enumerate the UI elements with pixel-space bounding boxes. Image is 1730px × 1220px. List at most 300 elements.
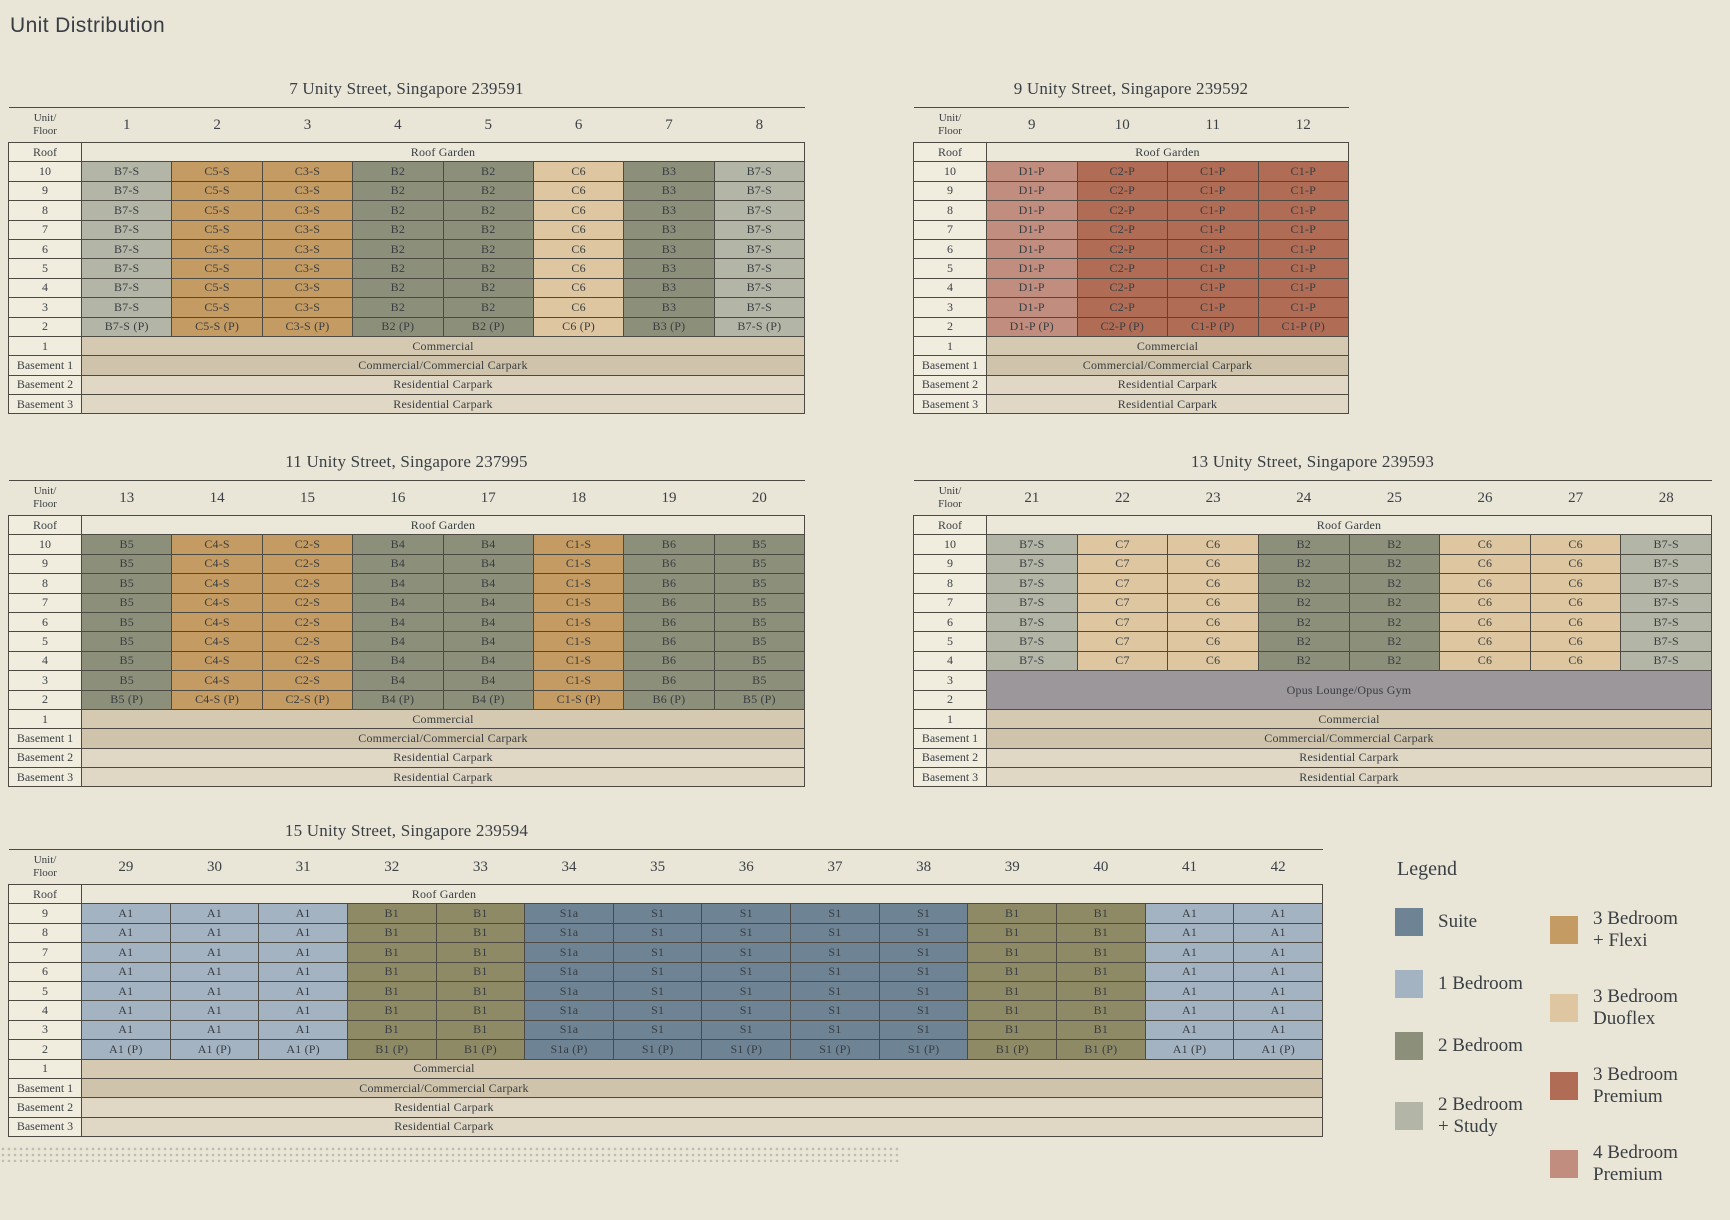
unit-cell: B7-S <box>987 651 1078 670</box>
unit-cell: C3-S <box>262 181 352 200</box>
unit-cell: C5-S <box>172 239 262 258</box>
corner-line-2: Floor <box>33 125 57 137</box>
unit-cell: C2-S <box>262 554 352 573</box>
unit-cell: S1 (P) <box>791 1040 880 1059</box>
unit-cell: C7 <box>1077 651 1168 670</box>
floor-label: 6 <box>914 612 987 631</box>
table-header <box>914 481 1712 516</box>
unit-cell: C4-S (P) <box>172 690 262 709</box>
unit-number-header: 26 <box>1440 481 1531 516</box>
unit-cell: B1 <box>968 1001 1057 1020</box>
legend-label-line: Premium <box>1593 1164 1663 1186</box>
corner-line-1: Unit/ <box>938 484 962 497</box>
unit-number-header: 17 <box>443 481 533 516</box>
unit-cell: S1 <box>613 943 702 962</box>
unit-cell: B7-S <box>82 278 172 297</box>
floor-label: 4 <box>914 278 987 297</box>
unit-cell: B4 <box>353 612 443 631</box>
unit-cell: B7-S <box>714 220 804 239</box>
legend-column <box>1395 908 1550 1220</box>
unit-cell: A1 <box>82 1001 171 1020</box>
unit-cell: C1-P <box>1168 162 1259 181</box>
header-row <box>9 108 805 143</box>
unit-cell: B5 <box>714 593 804 612</box>
unit-cell: C6 <box>1440 612 1531 631</box>
floor-label: 9 <box>9 181 82 200</box>
floor-row <box>914 612 1712 631</box>
floor-label: 5 <box>914 259 987 278</box>
unit-cell: A1 <box>259 943 348 962</box>
unit-cell: S1 <box>791 1001 880 1020</box>
band-label: Commercial/Commercial Carpark <box>1264 730 1434 745</box>
unit-cell: B7-S <box>82 181 172 200</box>
unit-cell: B7-S <box>1621 612 1712 631</box>
unit-cell: A1 <box>1145 923 1234 942</box>
floor-row <box>914 220 1349 239</box>
band-cell-residential_carpark <box>82 375 805 394</box>
unit-cell: B1 (P) <box>436 1040 525 1059</box>
floor-label: Basement 2 <box>9 1098 82 1117</box>
unit-number-header: 15 <box>262 481 352 516</box>
unit-cell: C1-S (P) <box>533 690 623 709</box>
unit-cell: B7-S <box>987 535 1078 554</box>
band-label: Roof Garden <box>410 517 476 532</box>
building-section-11-unity-street <box>8 443 805 787</box>
unit-cell: B4 <box>443 593 533 612</box>
unit-cell: C2-P <box>1077 181 1168 200</box>
unit-cell: B2 <box>353 259 443 278</box>
floor-row <box>9 1078 1323 1097</box>
legend-swatch-bed3_duoflex <box>1550 994 1578 1022</box>
floor-row <box>9 574 805 593</box>
floor-row <box>9 690 805 709</box>
unit-cell: B1 <box>347 981 436 1000</box>
unit-cell: B7-S <box>714 259 804 278</box>
legend-item <box>1395 1032 1550 1060</box>
floor-label: 4 <box>9 278 82 297</box>
unit-cell: B1 <box>1057 943 1146 962</box>
unit-cell: S1 (P) <box>613 1040 702 1059</box>
band-cell-commercial_carpark <box>82 1078 1323 1097</box>
unit-cell: C4-S <box>172 632 262 651</box>
unit-cell: B6 <box>624 671 714 690</box>
band-cell-commercial <box>82 1059 1323 1078</box>
unit-cell: B7-S <box>714 239 804 258</box>
legend-label-line: Duoflex <box>1593 1008 1656 1030</box>
unit-cell: S1 <box>791 962 880 981</box>
floor-label: 8 <box>914 574 987 593</box>
band-label: Roof Garden <box>1316 517 1382 532</box>
unit-cell: B3 <box>624 259 714 278</box>
table-header <box>9 481 805 516</box>
legend-label-line: 3 Bedroom <box>1593 986 1678 1008</box>
unit-cell: C6 <box>533 298 623 317</box>
unit-cell: B7-S <box>1621 632 1712 651</box>
unit-cell: B1 <box>347 962 436 981</box>
building-section-15-unity-street <box>8 812 1323 1137</box>
floor-row <box>914 239 1349 258</box>
floor-label: 4 <box>9 651 82 670</box>
band-label: Commercial <box>412 711 474 726</box>
unit-cell: B7-S <box>1621 651 1712 670</box>
unit-cell: C2-P <box>1077 259 1168 278</box>
unit-cell: S1a <box>525 962 614 981</box>
unit-cell: C6 <box>1440 651 1531 670</box>
band-cell-commercial <box>987 709 1712 728</box>
unit-cell: C7 <box>1077 593 1168 612</box>
unit-distribution-table <box>913 107 1349 414</box>
band-cell-roof_garden <box>987 516 1712 535</box>
unit-cell: B7-S <box>987 612 1078 631</box>
floor-label: 10 <box>914 535 987 554</box>
unit-cell: B2 <box>443 181 533 200</box>
unit-cell: S1 <box>879 1020 968 1039</box>
unit-cell: C6 <box>1530 632 1621 651</box>
table-header <box>9 108 805 143</box>
unit-cell: B7-S <box>987 574 1078 593</box>
legend-item-label <box>1593 908 1678 952</box>
unit-number-header: 32 <box>347 850 436 885</box>
unit-number-header: 10 <box>1077 108 1168 143</box>
unit-cell: C6 <box>1168 554 1259 573</box>
unit-cell: C6 <box>533 278 623 297</box>
unit-cell: C7 <box>1077 574 1168 593</box>
unit-cell: B4 <box>443 554 533 573</box>
floor-label: 8 <box>9 201 82 220</box>
unit-floor-corner-label <box>9 108 82 143</box>
unit-cell: C6 <box>533 239 623 258</box>
unit-cell: C1-P (P) <box>1168 317 1259 336</box>
floor-row <box>914 317 1349 336</box>
unit-cell: S1 <box>791 943 880 962</box>
unit-cell: B4 <box>443 651 533 670</box>
unit-cell: B6 <box>624 554 714 573</box>
legend-label-line: 4 Bedroom <box>1593 1142 1678 1164</box>
unit-cell: B6 (P) <box>624 690 714 709</box>
unit-cell: C4-S <box>172 612 262 631</box>
floor-row <box>9 298 805 317</box>
unit-cell: B3 <box>624 220 714 239</box>
band-cell-residential_carpark <box>987 395 1349 414</box>
band-cell-commercial_carpark <box>987 729 1712 748</box>
floor-label: 6 <box>9 962 82 981</box>
floor-label: 4 <box>9 1001 82 1020</box>
band-label: Residential Carpark <box>393 377 493 392</box>
building-title: 9 Unity Street, Singapore 239592 <box>1013 79 1249 98</box>
unit-cell: A1 <box>1145 962 1234 981</box>
unit-cell: B1 <box>347 923 436 942</box>
unit-cell: B2 <box>353 201 443 220</box>
unit-cell: B1 <box>1057 923 1146 942</box>
band-label: Roof Garden <box>411 886 477 901</box>
unit-cell: C4-S <box>172 593 262 612</box>
unit-cell: B5 <box>82 612 172 631</box>
legend-item <box>1550 908 1678 952</box>
unit-cell: B2 (P) <box>353 317 443 336</box>
floor-label: 5 <box>914 632 987 651</box>
floor-row <box>9 317 805 336</box>
unit-cell: A1 <box>1234 981 1323 1000</box>
unit-cell: C6 <box>1168 574 1259 593</box>
floor-row <box>914 593 1712 612</box>
unit-cell: C2-P <box>1077 278 1168 297</box>
legend-label-line: + Study <box>1438 1116 1498 1138</box>
floor-label: 7 <box>9 593 82 612</box>
unit-cell: B7-S <box>82 162 172 181</box>
floor-row <box>914 671 1712 690</box>
unit-cell: C1-S <box>533 535 623 554</box>
unit-cell: B1 <box>968 904 1057 923</box>
unit-cell: S1 <box>879 981 968 1000</box>
band-cell-commercial_carpark <box>987 356 1349 375</box>
unit-cell: B6 <box>624 535 714 554</box>
unit-cell: C2-S <box>262 632 352 651</box>
unit-cell: S1 <box>791 981 880 1000</box>
legend-columns <box>1395 908 1678 1220</box>
unit-cell: S1 <box>879 1001 968 1020</box>
floor-label: 9 <box>9 554 82 573</box>
floor-row <box>914 768 1712 787</box>
floor-row <box>9 1001 1323 1020</box>
unit-cell: B1 <box>1057 1020 1146 1039</box>
floor-label: 10 <box>9 535 82 554</box>
unit-cell: B5 <box>714 632 804 651</box>
floor-row <box>9 336 805 355</box>
page-title: Unit Distribution <box>10 14 166 37</box>
unit-cell: B5 (P) <box>714 690 804 709</box>
unit-number-header: 35 <box>613 850 702 885</box>
floor-row <box>9 535 805 554</box>
unit-cell: C1-S <box>533 632 623 651</box>
unit-cell: B4 <box>443 535 533 554</box>
unit-cell: C1-P <box>1168 298 1259 317</box>
floor-label: 2 <box>9 1040 82 1059</box>
unit-cell: B1 <box>968 962 1057 981</box>
unit-number-header: 34 <box>525 850 614 885</box>
unit-cell: S1 <box>702 904 791 923</box>
floor-row <box>9 162 805 181</box>
unit-number-header: 30 <box>170 850 259 885</box>
unit-cell: A1 <box>170 904 259 923</box>
unit-cell: B3 <box>624 278 714 297</box>
unit-cell: B2 <box>1349 554 1440 573</box>
floor-row <box>914 143 1349 162</box>
unit-cell: B7-S <box>82 298 172 317</box>
band-label: Commercial/Commercial Carpark <box>1082 357 1253 372</box>
floor-label: 3 <box>9 671 82 690</box>
floor-label: 8 <box>9 923 82 942</box>
unit-cell: C6 <box>533 181 623 200</box>
unit-cell: C1-P <box>1168 278 1259 297</box>
band-label: Roof Garden <box>410 144 476 159</box>
unit-cell: B1 <box>347 943 436 962</box>
unit-cell: S1a <box>525 904 614 923</box>
band-label: Opus Lounge/Opus Gym <box>1286 682 1412 697</box>
floor-label: Roof <box>914 516 987 535</box>
floor-row <box>914 201 1349 220</box>
floor-row <box>914 632 1712 651</box>
corner-line-2: Floor <box>33 867 57 879</box>
unit-cell: C3-S <box>262 201 352 220</box>
legend-item-label <box>1593 1142 1678 1186</box>
unit-cell: S1a (P) <box>525 1040 614 1059</box>
floor-row <box>9 259 805 278</box>
corner-line-2: Floor <box>33 498 57 510</box>
building-section-9-unity-street <box>913 70 1349 414</box>
band-cell-roof_garden <box>82 885 1323 904</box>
floor-row <box>9 554 805 573</box>
unit-cell: S1 <box>879 943 968 962</box>
unit-cell: C3-S <box>262 220 352 239</box>
floor-row <box>914 748 1712 767</box>
unit-cell: S1 (P) <box>702 1040 791 1059</box>
unit-cell: C2-S <box>262 535 352 554</box>
floor-row <box>914 162 1349 181</box>
band-cell-residential_carpark <box>82 768 805 787</box>
band-label: Commercial/Commercial Carpark <box>358 730 528 745</box>
unit-cell: B4 (P) <box>353 690 443 709</box>
floor-row <box>914 516 1712 535</box>
unit-cell: B4 <box>443 632 533 651</box>
band-label: Residential Carpark <box>1299 769 1399 784</box>
unit-cell: B2 <box>353 278 443 297</box>
table-header <box>914 108 1349 143</box>
floor-row <box>9 943 1323 962</box>
unit-cell: B4 <box>353 593 443 612</box>
unit-cell: S1a <box>525 1020 614 1039</box>
unit-cell: B2 <box>1349 535 1440 554</box>
unit-cell: A1 <box>170 981 259 1000</box>
unit-cell: A1 <box>1145 943 1234 962</box>
unit-cell: S1 <box>613 904 702 923</box>
unit-cell: B7-S <box>1621 554 1712 573</box>
unit-cell: D1-P <box>987 162 1078 181</box>
floor-label: Basement 1 <box>914 729 987 748</box>
unit-cell: A1 <box>1234 943 1323 962</box>
unit-cell: B7-S <box>1621 535 1712 554</box>
floor-row <box>914 181 1349 200</box>
unit-cell: A1 <box>1234 962 1323 981</box>
unit-cell: B3 (P) <box>624 317 714 336</box>
unit-cell: D1-P (P) <box>987 317 1078 336</box>
unit-cell: A1 <box>259 981 348 1000</box>
unit-cell: A1 <box>1234 904 1323 923</box>
unit-cell: C2-P <box>1077 162 1168 181</box>
floor-row <box>914 729 1712 748</box>
unit-number-header: 31 <box>259 850 348 885</box>
floor-row <box>914 651 1712 670</box>
unit-cell: A1 <box>170 1020 259 1039</box>
band-cell-commercial <box>82 336 805 355</box>
unit-cell: B5 <box>714 671 804 690</box>
unit-cell: C4-S <box>172 651 262 670</box>
floor-label: 9 <box>914 181 987 200</box>
floor-label: 2 <box>9 317 82 336</box>
band-cell-amenity <box>987 671 1712 710</box>
unit-cell: B2 <box>1258 554 1349 573</box>
floor-label: Basement 3 <box>9 395 82 414</box>
unit-number-header: 16 <box>353 481 443 516</box>
unit-cell: C3-S <box>262 298 352 317</box>
floor-row <box>9 981 1323 1000</box>
unit-cell: C1-P <box>1258 162 1349 181</box>
unit-cell: B2 <box>353 298 443 317</box>
unit-cell: S1 (P) <box>879 1040 968 1059</box>
table-header <box>9 850 1323 885</box>
unit-cell: B5 <box>82 554 172 573</box>
floor-row <box>9 239 805 258</box>
unit-cell: S1a <box>525 1001 614 1020</box>
band-cell-residential_carpark <box>82 1117 1323 1136</box>
unit-floor-corner-label <box>9 850 82 885</box>
unit-cell: C6 <box>1530 554 1621 573</box>
unit-number-header: 24 <box>1258 481 1349 516</box>
unit-cell: A1 <box>82 943 171 962</box>
unit-cell: B2 <box>443 201 533 220</box>
unit-number-header: 36 <box>702 850 791 885</box>
unit-cell: D1-P <box>987 181 1078 200</box>
header-row <box>9 481 805 516</box>
unit-cell: A1 <box>259 923 348 942</box>
unit-cell: C6 <box>1530 651 1621 670</box>
unit-cell: C1-P <box>1168 181 1259 200</box>
unit-cell: A1 <box>170 923 259 942</box>
unit-cell: C6 <box>533 220 623 239</box>
unit-cell: C1-P <box>1258 239 1349 258</box>
unit-cell: D1-P <box>987 239 1078 258</box>
unit-cell: S1 <box>702 1001 791 1020</box>
band-label: Commercial/Commercial Carpark <box>359 1080 529 1095</box>
unit-number-header: 29 <box>82 850 171 885</box>
band-label: Commercial <box>1136 338 1199 353</box>
floor-label: 10 <box>914 162 987 181</box>
floor-row <box>914 375 1349 394</box>
building-section-7-unity-street <box>8 70 805 414</box>
unit-cell: B1 <box>436 923 525 942</box>
table-body <box>914 143 1349 414</box>
unit-floor-corner-label <box>914 108 987 143</box>
unit-cell: S1a <box>525 923 614 942</box>
building-title: 11 Unity Street, Singapore 237995 <box>285 452 528 471</box>
unit-cell: A1 <box>170 962 259 981</box>
floor-row <box>9 923 1323 942</box>
unit-cell: B4 <box>353 554 443 573</box>
legend-item-label <box>1438 973 1523 995</box>
floor-row <box>914 336 1349 355</box>
unit-cell: C7 <box>1077 612 1168 631</box>
unit-cell: C1-P <box>1258 220 1349 239</box>
floor-row <box>9 201 805 220</box>
floor-label: Basement 3 <box>914 768 987 787</box>
unit-cell: C5-S (P) <box>172 317 262 336</box>
unit-cell: B3 <box>624 239 714 258</box>
legend-swatch-bed3_premium <box>1550 1072 1578 1100</box>
corner-line-2: Floor <box>938 125 962 137</box>
legend-item <box>1395 908 1550 936</box>
legend-label-line: Premium <box>1593 1086 1663 1108</box>
unit-cell: C6 <box>1440 593 1531 612</box>
band-cell-roof_garden <box>82 516 805 535</box>
legend-label-line: Suite <box>1438 910 1478 932</box>
floor-label: Roof <box>9 143 82 162</box>
unit-cell: C1-P <box>1168 220 1259 239</box>
unit-distribution-table <box>8 480 805 787</box>
unit-cell: B6 <box>624 612 714 631</box>
unit-cell: D1-P <box>987 298 1078 317</box>
floor-label: 3 <box>9 1020 82 1039</box>
floor-row <box>9 748 805 767</box>
unit-cell: S1 <box>791 904 880 923</box>
